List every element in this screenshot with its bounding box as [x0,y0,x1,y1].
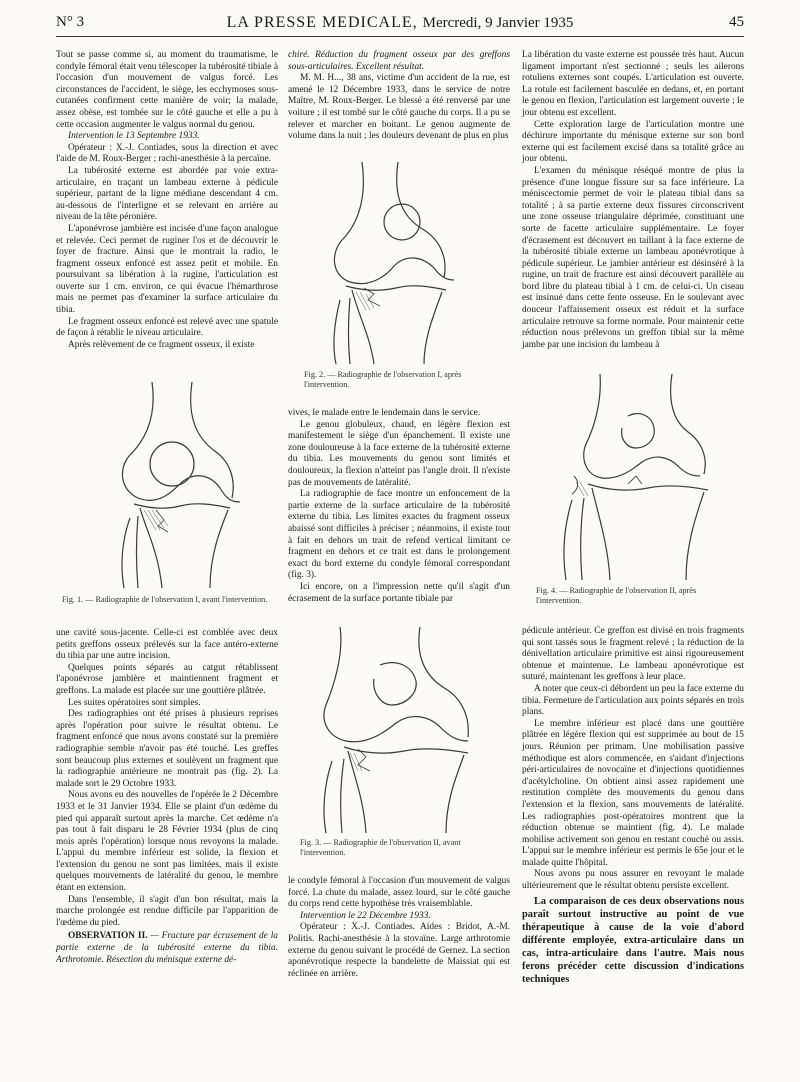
paragraph: le condyle fémoral à l'occasion d'un mouvement de valgus forcé. La chute du malade, assez lourd, sur le côté gauche du corps rend cette hypothèse très vraisemblable. [288,876,510,910]
journal-name: LA PRESSE MEDICALE, [226,14,418,31]
paragraph: Le fragment osseux enfoncé est relevé avec une spatule de façon à rétablir le niveau articulaire. [56,316,278,339]
figure-1-radiograph [60,380,275,590]
column-2-top [288,50,510,143]
journal-title [56,14,744,32]
paragraph: chiré. Réduction du fragment osseux par des greffons sous-articulaires. Excellent résultat. [288,50,510,72]
paragraph: Dans l'ensemble, il s'agit d'un bon résultat, mais la marche prolongée est rendue difficile par l'apparition de l'œdème du pied. [56,894,278,928]
paragraph: Le genou globuleux, chaud, en légère flexion est manifestement le siège d'un épanchement. Il existe une zone douloureuse à la face externe de la tubérosité externe du tibia. Les mouvements du genou sont limités et douloureux, la flexion n'atteint pas l'angle droit. Il n'existe pas de mouvements de latéralité. [288,419,510,488]
column-2-bottom [288,876,510,980]
paragraph: Quelques points séparés au catgut rétablissent l'aponévrose jambière et maintiennent fragment et greffons. La malade est placée sur une gouttière plâtrée. [56,662,278,696]
paragraph: vives, le malade entre le lendemain dans le service. [288,408,481,418]
page-header [56,14,744,36]
paragraph: A noter que ceux-ci débordent un peu la face externe du tibia. Fermeture de l'articulation aux points séparés en trois plans. [522,683,744,718]
header-rule [56,36,744,37]
figure-2-radiograph [300,160,510,365]
figure-3-radiograph [300,625,510,835]
figure-4-radiograph [532,372,742,582]
paragraph: Cette exploration large de l'articulation montre une déchirure importante du ménisque externe sur son bord externe qui est facilement excisé dans sa totalité grâce au jour obtenu. [522,119,744,165]
paragraph: pédicule antérieur. Ce greffon est divisé en trois fragments qui sont tassés sous le fragment relevé ; la réduction de la dénivellation articulaire primitive est ainsi rigoureusement obtenue et maintenue. Le lambeau aponévrotique est suturé, maintenant les greffons à leur place. [522,626,744,683]
figure-4-caption: Fig. 4. — Radiographie de l'observation II, après l'intervention. [536,586,697,605]
paragraph: Après relèvement de ce fragment osseux, il existe [68,339,255,350]
paragraph: Les suites opératoires sont simples. [68,697,201,708]
observation-2-heading: OBSERVATION II. — Fracture par écrasement de la partie externe de la tubérosité externe du tibia. Arthrotomie. Résection du ménisque externe dé- [56,931,278,965]
paragraph: Nous avons eu des nouvelles de l'opérée le 2 Décembre 1933 et le 31 Janvier 1934. Elle se plaint d'un œdème du pied qui apparaît surtout après la marche. Cet œdème n'a pas tout à fait disparu le 28 Février 1934 (plus de cinq mois après l'opération) lorsque nous revoyons la malade. L'appui du membre inférieur est solide, la flexion et l'extension du genou ne sont pas limitées, mais il existe quelques mouvements de latéralité du genou, le membre étant en extension. [56,790,278,894]
paragraph: L'aponévrose jambière est incisée d'une façon analogue et relevée. Ceci permet de ruginer l'os et de découvrir le foyer de fracture. Ainsi que le montrait la radio, le fragment osseux enfoncé est assez petit et mobile. En poursuivant sa libération à la rugine, l'articulation est ouverte sur 1 cm. environ, ce qui évacue l'hémarthrose mais ne permet pas d'examiner la surface articulaire du tibia. [56,223,278,316]
column-3-bottom [522,626,744,986]
figure-3-caption: Fig. 3. — Radiographie de l'observation II, avant l'intervention. [300,838,461,857]
paragraph: La tubérosité externe est abordée par voie extra-articulaire, en traçant un lambeau externe à pédicule supérieur, partant de la ligne médiane descendant 4 cm. au-dessous de l'interligne et se relevant en arrière au niveau de la tête péronière. [56,165,278,223]
paragraph: L'examen du ménisque réséqué montre de plus la présence d'une longue fissure sur sa face inférieure. La méniscectomie permet de voir le plateau tibial dans sa totalité ; à sa partie externe deux fissures circonscrivent une zone osseuse triangulaire déprimée, constituant une sorte de facette articulaire supplémentaire. Le foyer d'écrasement est découvert en taillant à la face externe de la tubérosité tibiale externe un lambeau aponévrotique à pédicule supérieur. Le jambier antérieur est désinséré à la rugine, un trait de fracture est ainsi découvert parallèle au bord libre du plateau tibial à 1 cm. de celui-ci. Un ciseau est insinué dans cette fente osseuse. En le soulevant avec douceur l'affaissement osseux est réduit et la surface articulaire retrouve sa forme normale. Pour maintenir cette réduction nous prélevons un greffon tibial sur la même jambe par une incision du lambeau à [522,165,744,350]
column-1-bottom [56,628,278,966]
paragraph: Nous avons pu nous assurer en revoyant le malade ultérieurement que le résultat obtenu persiste excellent. [522,869,744,892]
issue-date: Mercredi, 9 Janvier 1935 [422,15,574,31]
paragraph: Intervention le 22 Décembre 1933. [300,910,431,921]
conclusion-paragraph: La comparaison de ces deux observations nous paraît surtout instructive au point de vue thérapeutique à cause de la voie d'abord différente employée, extra-articulaire dans un cas, intra-articulaire dans l'autre. Mais nous ferons précéder cette discussion d'indications techniques [522,895,744,985]
paragraph: Opérateur : X.-J. Contiades, sous la direction et avec l'aide de M. Roux-Berger ; rachi-anesthésie à la percaïne. [56,142,278,165]
paragraph: Intervention le 13 Septembre 1933. [68,131,200,142]
column-2-middle [288,408,510,605]
column-3-top [522,50,744,351]
issue-number: N° 3 [56,14,85,30]
paragraph: Tout se passe comme si, au moment du traumatisme, le condyle fémoral était venu télescoper la tubérosité tibiale à l'occasion d'un mouvement de valgus forcé. Les circonstances de l'accident, le siège, les ecchymoses sous-cutanées confirment cette manière de voir; la malade, assez obèse, est tombée sur le côté gauche et elle a pu à cette occasion augmenter le valgus normal du genou. [56,50,278,130]
column-1-top [56,50,278,351]
figure-2-caption: Fig. 2. — Radiographie de l'observation I, après l'intervention. [304,370,462,389]
paragraph: Ici encore, on a l'impression nette qu'il s'agit d'un écrasement de la surface portante tibiale par [288,581,510,604]
paragraph: La libération du vaste externe est poussée très haut. Aucun ligament important n'est sectionné ; seuls les ailerons rotuliens externes sont coupés. L'articulation est ouverte. La rotule est facilement basculée en dedans, et, en portant le genou en flexion, l'articulation est largement ouverte ; le jour obtenu est excellent. [522,50,744,118]
paragraph: Opérateur : X.-J. Contiades. Aides : Bridot, A.-M. Politis. Rachi-anesthésie à la stovaïne. Large arthrotomie externe du genou suivant le procédé de Gernez. La section aponévrotique respecte la bandelette de Maissiat qui est réclinée en arrière. [288,922,510,979]
paragraph: une cavité sous-jacente. Celle-ci est comblée avec deux petits greffons osseux prélevés sur la face antéro-externe du tibia par une autre incision. [56,628,278,662]
figure-1-caption: Fig. 1. — Radiographie de l'observation I, avant l'intervention. [62,595,268,604]
paragraph: Le membre inférieur est placé dans une gouttière plâtrée en légère flexion qui est supprimée au bout de 15 jours. Réunion per primam. Une mobilisation passive méthodique est alors commencée, en s'aidant d'injections péri-articulaires de novocaïne et d'injections quotidiennes d'acétylcholine. On obtient ainsi assez rapidement une restitution complète des mouvements du genou dans l'extension et la flexion, sans mouvements de latéralité. Les radiographies post-opératoires montrent que la réduction obtenue se maintient (fig. 4). Le malade mobilise activement son genou en restant couché ou assis. L'appui sur le membre inférieur est permis le 65e jour et le malade quitte l'hôpital. [522,718,744,868]
paragraph: La radiographie de face montre un enfoncement de la partie externe de la surface articulaire de la tubérosité externe du tibia. Les limites exactes du fragment osseux abaissé sont difficiles à préciser ; néanmoins, il existe tout à fait en dehors un trait de refend vertical limitant ce fragment en dehors et ce trait est dans le prolongement exact du bord externe du condyle fémoral correspondant (fig. 3). [288,489,510,581]
paragraph: M. M. H..., 38 ans, victime d'un accident de la rue, est amené le 12 Décembre 1933, dans le service de notre Maître, M. Roux-Berger. Le blessé a été renversé par une voiture ; il est tombé sur le côté gauche du corps. Il a pu se relever et marcher en boitant. Le genou augmente de volume dans la nuit ; les douleurs devenant de plus en plus [288,73,510,142]
page-number: 45 [729,14,744,30]
paragraph: Des radiographies ont été prises à plusieurs reprises après l'opération pour suivre le résultat obtenu. Le fragment enfoncé que nous avons constaté sur la première radiographie semble n'avoir pas été touché. Les greffes sont beaucoup plus externes et soulèvent un fragment que la radiographie antérieure ne montrait pas (fig. 2). La malade sort le 29 Octobre 1933. [56,709,278,789]
